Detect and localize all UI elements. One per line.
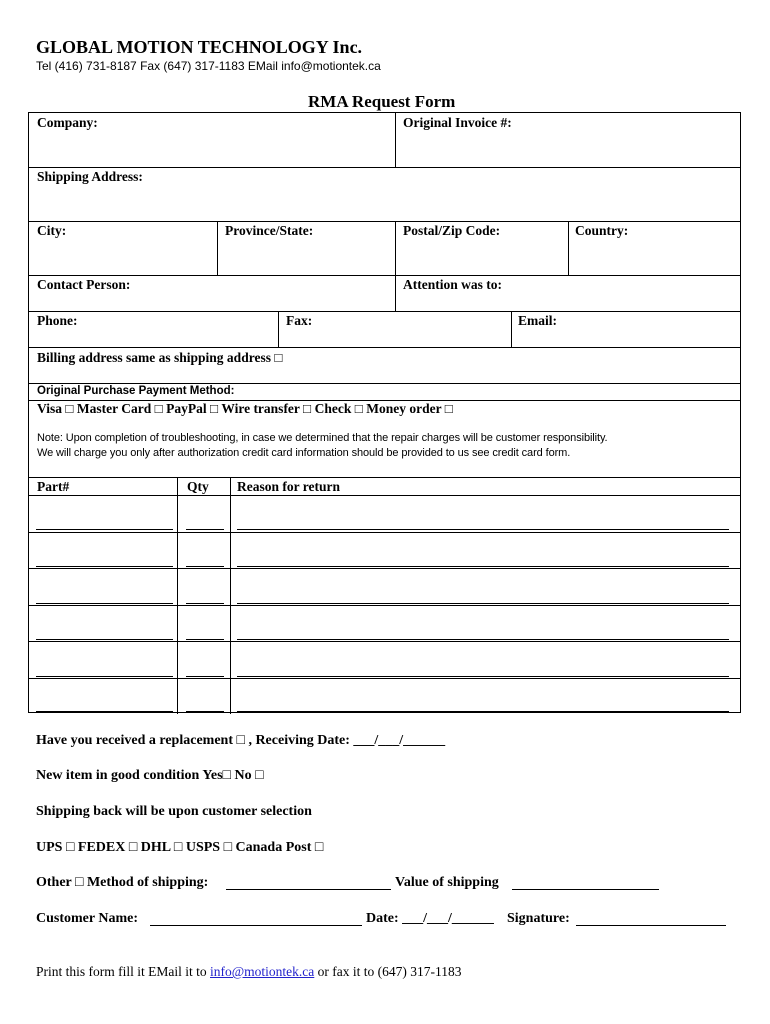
reason-column-header: Reason for return [237, 479, 340, 494]
payment-method-heading: Original Purchase Payment Method: [37, 385, 235, 397]
billing-same-checkbox[interactable]: Billing address same as shipping address □ [37, 350, 283, 365]
note-line-1: Note: Upon completion of troubleshooting, in case we determined that the repair charges will be customer responsibility. [37, 432, 608, 444]
col-divider [395, 221, 396, 275]
contact-person-label: Contact Person: [37, 277, 131, 292]
qty-blank[interactable] [186, 566, 224, 567]
reason-blank[interactable] [237, 676, 729, 677]
row-divider [29, 678, 740, 679]
qty-blank[interactable] [186, 529, 224, 530]
footer-instructions [36, 964, 462, 980]
reason-blank[interactable] [237, 603, 729, 604]
row-divider [29, 641, 740, 642]
row-divider [29, 383, 740, 384]
carrier-options[interactable]: UPS □ FEDEX □ DHL □ USPS □ Canada Post □ [36, 840, 324, 855]
city-label: City: [37, 223, 67, 238]
fax-label: Fax: [286, 313, 313, 328]
row-divider [29, 532, 740, 533]
footer-prefix: Print this form fill it EMail it to [36, 964, 210, 979]
method-of-shipping-blank[interactable] [226, 889, 391, 890]
reason-blank[interactable] [237, 566, 729, 567]
row-divider [29, 605, 740, 606]
company-label: Company: [37, 115, 98, 130]
part-column-header: Part# [37, 479, 70, 494]
col-divider [395, 275, 396, 311]
company-name: GLOBAL MOTION TECHNOLOGY Inc. [36, 37, 363, 57]
value-of-shipping-label: Value of shipping [395, 875, 499, 890]
col-divider [217, 221, 218, 275]
part-blank[interactable] [36, 566, 173, 567]
qty-column-header: Qty [187, 479, 209, 494]
row-divider [29, 568, 740, 569]
col-divider [177, 477, 178, 714]
part-blank[interactable] [36, 711, 173, 712]
country-label: Country: [575, 223, 629, 238]
other-method-label: Other □ Method of shipping: [36, 875, 209, 890]
customer-name-label: Customer Name: [36, 911, 138, 926]
qty-blank[interactable] [186, 603, 224, 604]
note-line-2: We will charge you only after authorization credit card information should be provided to us see credit card form. [37, 447, 571, 459]
part-blank[interactable] [36, 639, 173, 640]
postal-zip-label: Postal/Zip Code: [403, 223, 501, 238]
row-divider [29, 311, 740, 312]
col-divider [278, 311, 279, 347]
part-blank[interactable] [36, 676, 173, 677]
replacement-question[interactable]: Have you received a replacement □ , Receiving Date: ___/___/______ [36, 733, 446, 748]
customer-name-blank[interactable] [150, 925, 362, 926]
attention-to-label: Attention was to: [403, 277, 502, 292]
qty-blank[interactable] [186, 676, 224, 677]
signature-label: Signature: [507, 911, 570, 926]
rma-form-grid [28, 112, 741, 713]
row-divider [29, 347, 740, 348]
part-blank[interactable] [36, 529, 173, 530]
reason-blank[interactable] [237, 529, 729, 530]
province-state-label: Province/State: [225, 223, 314, 238]
email-link[interactable]: info@motiontek.ca [210, 964, 315, 979]
date-field[interactable]: Date: ___/___/______ [366, 911, 494, 926]
row-divider [29, 477, 740, 478]
shipping-address-label: Shipping Address: [37, 169, 143, 184]
value-of-shipping-blank[interactable] [512, 889, 659, 890]
reason-blank[interactable] [237, 711, 729, 712]
original-invoice-label: Original Invoice #: [403, 115, 512, 130]
row-divider [29, 167, 740, 168]
qty-blank[interactable] [186, 711, 224, 712]
contact-line: Tel (416) 731-8187 Fax (647) 317-1183 EMail info@motiontek.ca [36, 59, 381, 73]
reason-blank[interactable] [237, 639, 729, 640]
row-divider [29, 495, 740, 496]
phone-label: Phone: [37, 313, 78, 328]
footer-suffix: or fax it to (647) 317-1183 [314, 964, 462, 979]
col-divider [230, 477, 231, 714]
col-divider [395, 113, 396, 167]
signature-blank[interactable] [576, 925, 726, 926]
form-title: RMA Request Form [308, 92, 456, 111]
condition-question[interactable]: New item in good condition Yes□ No □ [36, 768, 264, 783]
payment-options[interactable]: Visa □ Master Card □ PayPal □ Wire transfer □ Check □ Money order □ [37, 401, 453, 416]
row-divider [29, 275, 740, 276]
col-divider [511, 311, 512, 347]
col-divider [568, 221, 569, 275]
row-divider [29, 221, 740, 222]
part-blank[interactable] [36, 603, 173, 604]
email-label: Email: [518, 313, 557, 328]
shipping-back-text: Shipping back will be upon customer selection [36, 804, 312, 819]
qty-blank[interactable] [186, 639, 224, 640]
